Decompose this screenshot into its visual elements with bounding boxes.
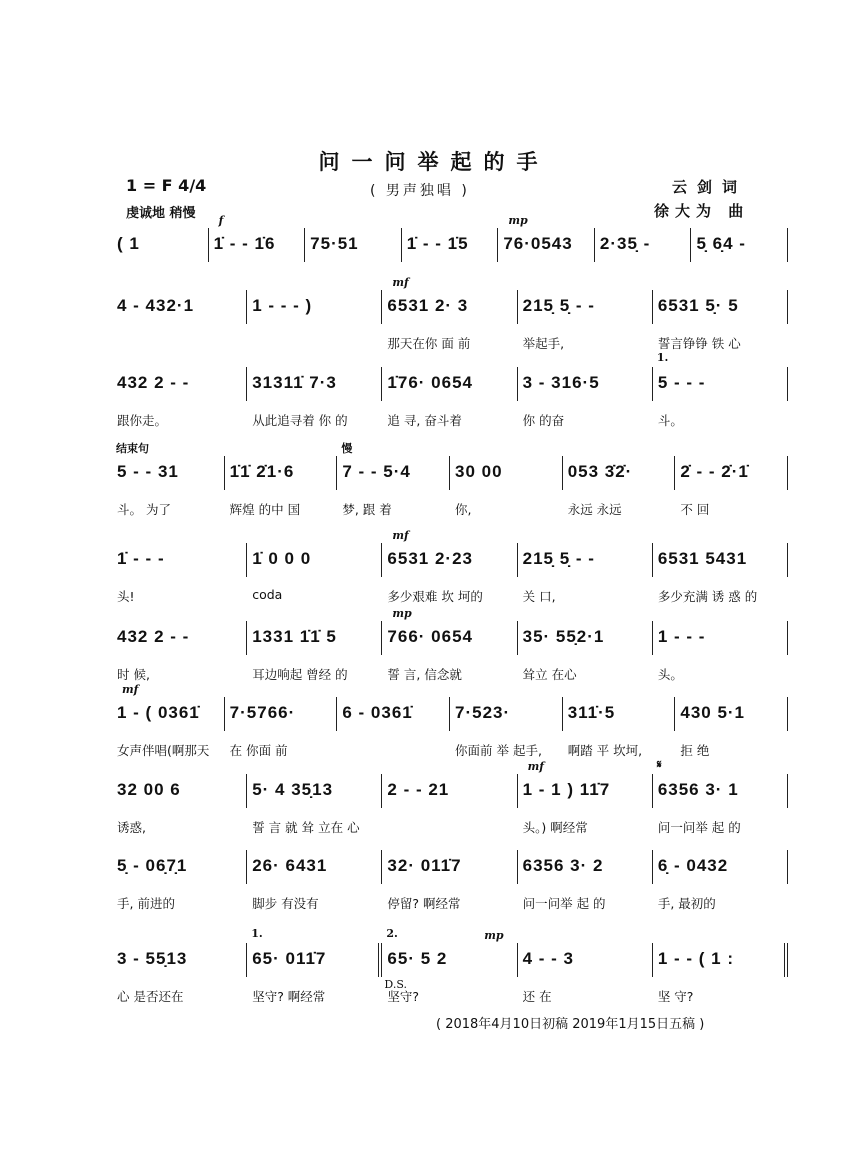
measure-notes: 1 - - - ) <box>252 296 313 315</box>
score-annotation: 1. <box>251 927 263 940</box>
dynamic-marking: mp <box>484 929 504 942</box>
lyric-text: 从此追寻着 你 的 <box>252 413 348 428</box>
measure-notes: 5 - - - <box>657 373 706 392</box>
score-annotation: 2. <box>386 927 398 940</box>
measure-notes: 7·5766· <box>229 703 296 722</box>
measure-notes: 30 00 <box>455 462 503 481</box>
staff-row <box>112 927 788 1005</box>
staff-row <box>112 214 788 262</box>
measure <box>247 621 382 683</box>
lyric-text: 举起手, <box>522 336 565 351</box>
measure-notes: 1̇ - - - <box>117 549 165 568</box>
measure <box>112 850 247 912</box>
lyric-text: 斗。 <box>657 413 683 428</box>
measure-notes: 6356 3· 2 <box>522 856 604 875</box>
measure-notes: 6531 5431 <box>657 549 748 568</box>
measure-notes: 6356 3· 1 <box>657 780 739 799</box>
lyric-text: 你 的奋 <box>522 413 565 428</box>
measure-notes: 3 - 55̣13 <box>117 949 188 968</box>
measure <box>653 850 788 912</box>
measure-notes: 2 - - 21 <box>387 780 450 799</box>
subtitle: ( 男声独唱 ) <box>370 183 470 199</box>
measure-notes: 6 - 0361̇ <box>342 703 413 722</box>
measure <box>382 927 517 1005</box>
measure <box>498 214 595 262</box>
score-annotation: 1. <box>656 351 669 364</box>
staff-row <box>112 276 788 352</box>
measure-notes: 1 - ( 0361̇ <box>117 703 200 722</box>
measure <box>112 367 247 429</box>
key-signature: 1 = F 4/4 <box>126 176 207 195</box>
measure <box>305 228 402 262</box>
measure-notes: 215̣ 5̣ - - <box>522 296 595 315</box>
lyric-text: 头。) 啊经常 <box>522 820 588 835</box>
staff-row <box>112 529 788 605</box>
lyric-text: 你, <box>455 502 472 517</box>
measure-notes: 7·523· <box>455 703 511 722</box>
dynamic-marking: mp <box>392 607 412 620</box>
measure <box>247 774 382 836</box>
lyric-text: 手, 最初的 <box>657 896 716 911</box>
measure <box>518 621 653 683</box>
lyric-text: coda <box>252 587 283 602</box>
measure-notes: 2·35̣ - <box>599 234 651 253</box>
measure-notes: 1̇1̇ 2̇1·6 <box>229 462 295 481</box>
measure <box>247 927 382 1005</box>
measure-notes: 75·51 <box>310 234 359 253</box>
lyric-text: 头。 <box>657 667 683 682</box>
measure <box>112 543 247 605</box>
lyric-text: 梦, 跟 着 <box>342 502 392 517</box>
lyric-text: 誓 言, 信念就 <box>387 667 462 682</box>
measure-notes: 6531 5̣· 5 <box>657 296 739 315</box>
measure-notes: 5̣ - 06̣7̣1 <box>117 856 188 875</box>
lyric-text: 多少艰难 坎 坷的 <box>387 589 483 604</box>
lyric-text: 在 你面 前 <box>229 743 288 758</box>
lyric-text: 手, 前进的 <box>117 896 175 911</box>
song-title: 问一问举起的手 <box>318 149 550 174</box>
lyric-text: 誓言铮铮 铁 心 <box>657 336 741 351</box>
staff-row <box>112 351 788 429</box>
measure-notes: 430 5·1 <box>680 703 746 722</box>
measure <box>653 943 788 1005</box>
measure <box>382 367 517 429</box>
dynamic-marking: mp <box>508 214 528 227</box>
measure <box>225 697 338 759</box>
measure <box>382 607 517 683</box>
measure-notes: 1̇ - - 1̇6 <box>213 234 276 253</box>
measure-notes: 1331 1̇1̇ 5 <box>252 627 337 646</box>
measure-notes: 35· 55̣2·1 <box>522 627 605 646</box>
lyric-text: 斗。 为了 <box>117 502 171 517</box>
measure-notes: 1̇ - - 1̇5 <box>406 234 469 253</box>
measure <box>450 697 563 759</box>
measure-notes: 4 - 432·1 <box>117 296 195 315</box>
lyric-text: 坚 守? <box>657 989 694 1004</box>
score-annotation: 慢 <box>341 442 353 455</box>
measure <box>382 850 517 912</box>
lyric-text: 跟你走。 <box>117 413 168 428</box>
measure <box>112 774 247 836</box>
lyric-text: 坚守? 啊经常 <box>252 989 326 1004</box>
measure <box>337 697 450 759</box>
measure <box>563 456 676 518</box>
measure <box>675 697 788 759</box>
lyric-text: 啊踏 平 坎坷, <box>567 743 643 758</box>
lyric-text: 辉煌 的中 国 <box>229 502 301 517</box>
measure <box>653 543 788 605</box>
measure-notes: ( 1 <box>117 234 140 253</box>
measure <box>247 367 382 429</box>
measure-notes: 311̇·5 <box>567 703 616 722</box>
tempo-marking: 虔诚地 稍慢 <box>126 206 196 221</box>
measure <box>518 943 653 1005</box>
measure-notes: 5̣ 6̣4 - <box>696 234 746 253</box>
measure <box>382 529 517 605</box>
measure-notes: 6531 2·23 <box>387 549 473 568</box>
measure-notes: 5· 4 35̣13 <box>252 780 334 799</box>
dynamic-marking: f <box>218 214 224 227</box>
measure <box>225 456 338 518</box>
measure-notes: 6̣ - 0432 <box>657 856 729 875</box>
measure-notes: 4 - - 3 <box>522 949 575 968</box>
lyric-text: 你面前 举 起手, <box>455 743 542 758</box>
measure <box>112 228 209 262</box>
measure <box>112 621 247 683</box>
measure-notes: 1 - 1 ) 11̇7 <box>522 780 611 799</box>
lyric-text: 还 在 <box>522 989 552 1004</box>
measure-notes: 432 2 - - <box>117 373 190 392</box>
measure-notes: 32· 011̇7 <box>387 856 462 875</box>
lyric-text: 问一问举 起 的 <box>522 896 606 911</box>
measure-notes: 65· 011̇7 <box>252 949 327 968</box>
measure-notes: 65· 5 2 <box>387 949 448 968</box>
measure <box>402 228 499 262</box>
measure-notes: 1̇76· 0654 <box>387 373 473 392</box>
measure-notes: 32 00 6 <box>117 780 181 799</box>
staff-row <box>112 850 788 912</box>
measure-notes: 31311̇ 7·3 <box>252 373 337 392</box>
measure <box>518 543 653 605</box>
measure <box>112 683 225 759</box>
measure <box>112 290 247 352</box>
lyric-text: 关 口, <box>522 589 556 604</box>
lyric-text: 不 回 <box>680 502 710 517</box>
measure-notes: 76·0543 <box>503 234 573 253</box>
measure <box>518 850 653 912</box>
staff-row <box>112 683 788 759</box>
lyric-text: 耸立 在心 <box>522 667 577 682</box>
dynamic-marking: mf <box>392 529 409 542</box>
measure <box>247 543 382 605</box>
staff-row <box>112 442 788 518</box>
lyric-text: 誓 言 就 耸 立在 心 <box>252 820 360 835</box>
staff-row <box>112 758 788 836</box>
measure-notes: 1 - - ( 1 : <box>657 949 734 968</box>
measure <box>653 758 788 836</box>
measure <box>450 456 563 518</box>
lyric-text: 心 是否还在 <box>117 989 184 1004</box>
dynamic-marking: mf <box>392 276 409 289</box>
measure-notes: 5 - - 31 <box>117 462 179 481</box>
lyric-text: 拒 绝 <box>680 743 710 758</box>
measure <box>653 351 788 429</box>
measure <box>209 214 306 262</box>
lyric-text: 脚步 有没有 <box>252 896 319 911</box>
measure-notes: 1 - - - <box>657 627 706 646</box>
measure <box>691 228 788 262</box>
lyric-text: 耳边响起 曾经 的 <box>252 667 348 682</box>
composer: 徐大为 曲 <box>654 202 750 220</box>
measure-notes: 6531 2· 3 <box>387 296 469 315</box>
dynamic-marking: mf <box>527 760 544 773</box>
staff-row <box>112 607 788 683</box>
measure <box>595 228 692 262</box>
measure-notes: 053 3̇2̇· <box>567 462 633 481</box>
measure <box>653 621 788 683</box>
measure <box>337 442 450 518</box>
footnote: ( 2018年4月10日初稿 2019年1月15日五稿 ) <box>436 1017 705 1032</box>
measure <box>518 367 653 429</box>
measure-notes: 3 - 316·5 <box>522 373 600 392</box>
score-annotation: 𝄋 <box>656 758 662 771</box>
measure-notes: 26· 6431 <box>252 856 328 875</box>
lyricist: 云剑词 <box>672 178 748 196</box>
lyric-text: 时 候, <box>117 667 150 682</box>
measure <box>382 276 517 352</box>
score-annotation: 结束句 <box>116 442 149 455</box>
measure <box>112 943 247 1005</box>
measure <box>563 697 676 759</box>
measure-notes: 1̇ 0 0 0 <box>252 549 312 568</box>
lyric-text: 停留? 啊经常 <box>387 896 461 911</box>
lyric-text: 多少充满 诱 惑 的 <box>657 589 758 604</box>
measure <box>247 850 382 912</box>
measure <box>518 760 653 836</box>
lyric-text: 追 寻, 奋斗着 <box>387 413 462 428</box>
measure <box>518 290 653 352</box>
lyric-text: 坚守? <box>387 989 420 1004</box>
lyric-text: 头! <box>117 589 135 604</box>
measure-notes: 432 2 - - <box>117 627 190 646</box>
lyric-text: 诱惑, <box>117 820 146 835</box>
measure <box>112 442 225 518</box>
measure <box>675 456 788 518</box>
measure <box>247 290 382 352</box>
measure <box>382 774 517 836</box>
lyric-text: 女声伴唱(啊那天 <box>117 743 210 758</box>
ds-marking: D.S. <box>384 978 407 991</box>
lyric-text: 那天在你 面 前 <box>387 336 471 351</box>
measure-notes: 766· 0654 <box>387 627 473 646</box>
measure-notes: 2̇ - - 2̇·1̇ <box>680 462 749 481</box>
dynamic-marking: mf <box>122 683 139 696</box>
measure <box>653 290 788 352</box>
lyric-text: 永远 永远 <box>567 502 622 517</box>
lyric-text: 问一问举 起 的 <box>657 820 741 835</box>
measure-notes: 215̣ 5̣ - - <box>522 549 595 568</box>
measure-notes: 7 - - 5·4 <box>342 462 411 481</box>
